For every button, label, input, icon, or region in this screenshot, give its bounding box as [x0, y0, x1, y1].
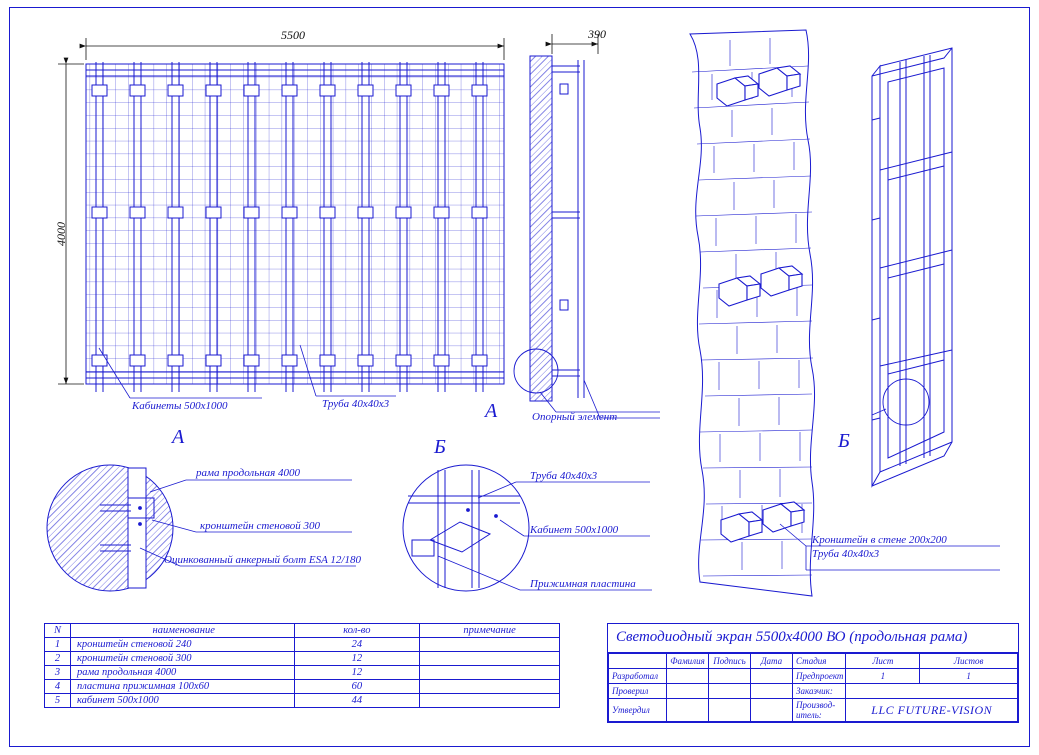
parts-table-header-row — [45, 624, 560, 638]
row-name: кронштейн стеновой 240 — [70, 638, 294, 652]
title-block-row-developer — [609, 669, 1018, 684]
approver-signature — [709, 699, 751, 722]
front-view — [58, 38, 504, 398]
row-note — [420, 680, 560, 694]
header-name: наименование — [70, 624, 294, 638]
title-block-row-checker — [609, 684, 1018, 699]
title-block-table — [608, 653, 1018, 722]
parts-table — [44, 623, 560, 708]
iso-label-0: Кронштейн в стене 200х200 — [812, 534, 947, 546]
row-n: 5 — [45, 694, 71, 708]
stage-value: Предпроект — [793, 669, 846, 684]
developer-surname — [667, 669, 709, 684]
manufacturer-label: Производ- итель: — [793, 699, 846, 722]
header-date: Дата — [751, 654, 793, 669]
row-qty: 60 — [294, 680, 420, 694]
title-block-header-row — [609, 654, 1018, 669]
table-row — [45, 652, 560, 666]
side-view — [514, 34, 660, 418]
header-sheets: Листов — [920, 654, 1018, 669]
checker-signature — [709, 684, 751, 699]
approver-surname — [667, 699, 709, 722]
header-signature: Подпись — [709, 654, 751, 669]
header-sheet: Лист — [846, 654, 920, 669]
table-row — [45, 666, 560, 680]
drawing-title: Светодиодный экран 5500х4000 ВО (продольная рама) — [608, 624, 1018, 653]
role-approver: Утвердил — [609, 699, 667, 722]
detail-marker-b-iso: Б — [838, 430, 850, 452]
label-tube-front: Труба 40х40х3 — [322, 398, 390, 410]
row-name: пластина прижимная 100х60 — [70, 680, 294, 694]
iso-label-1: Труба 40х40х3 — [812, 548, 880, 560]
row-n: 2 — [45, 652, 71, 666]
organization-name: LLC FUTURE-VISION — [846, 699, 1018, 722]
developer-date — [751, 669, 793, 684]
detail-a-label-2: Оцинкованный анкерный болт ESA 12/180 — [164, 554, 361, 566]
table-row — [45, 638, 560, 652]
row-note — [420, 666, 560, 680]
row-name: кронштейн стеновой 300 — [70, 652, 294, 666]
isometric-view — [690, 30, 1000, 596]
detail-a-label-0: рама продольная 4000 — [196, 467, 301, 479]
detail-a-label-1: кронштейн стеновой 300 — [200, 520, 320, 532]
approver-date — [751, 699, 793, 722]
header-surname: Фамилия — [667, 654, 709, 669]
label-cabinets-front: Кабинеты 500х1000 — [132, 400, 228, 412]
dimension-depth: 390 — [588, 27, 606, 41]
row-name: кабинет 500х1000 — [70, 694, 294, 708]
empty-cell — [609, 654, 667, 669]
detail-marker-a-side: А — [485, 400, 498, 422]
table-row — [45, 694, 560, 708]
role-checker: Проверил — [609, 684, 667, 699]
detail-b-label-2: Прижимная пластина — [530, 578, 636, 590]
row-note — [420, 652, 560, 666]
row-note — [420, 694, 560, 708]
checker-surname — [667, 684, 709, 699]
dimension-width: 5500 — [281, 28, 305, 42]
sheets-value: 1 — [920, 669, 1018, 684]
row-name: рама продольная 4000 — [70, 666, 294, 680]
dimension-height: 4000 — [54, 222, 68, 246]
title-block — [607, 623, 1019, 723]
sheet-value: 1 — [846, 669, 920, 684]
table-row — [45, 680, 560, 694]
row-qty: 12 — [294, 666, 420, 680]
row-n: 4 — [45, 680, 71, 694]
customer-value — [846, 684, 1018, 699]
customer-label: Заказчик: — [793, 684, 846, 699]
header-qty: кол-во — [294, 624, 420, 638]
row-n: 1 — [45, 638, 71, 652]
detail-caption-a: А — [172, 426, 185, 448]
header-note: примечание — [420, 624, 560, 638]
header-stage: Стадия — [793, 654, 846, 669]
checker-date — [751, 684, 793, 699]
header-n: N — [45, 624, 71, 638]
title-block-row-approver — [609, 699, 1018, 722]
row-n: 3 — [45, 666, 71, 680]
row-note — [420, 638, 560, 652]
label-support-element: Опорный элемент — [532, 411, 618, 423]
developer-signature — [709, 669, 751, 684]
row-qty: 24 — [294, 638, 420, 652]
detail-b-label-0: Труба 40х40х3 — [530, 470, 598, 482]
detail-caption-b: Б — [434, 436, 446, 458]
row-qty: 12 — [294, 652, 420, 666]
detail-b-label-1: Кабинет 500х1000 — [530, 524, 619, 536]
row-qty: 44 — [294, 694, 420, 708]
role-developer: Разработал — [609, 669, 667, 684]
